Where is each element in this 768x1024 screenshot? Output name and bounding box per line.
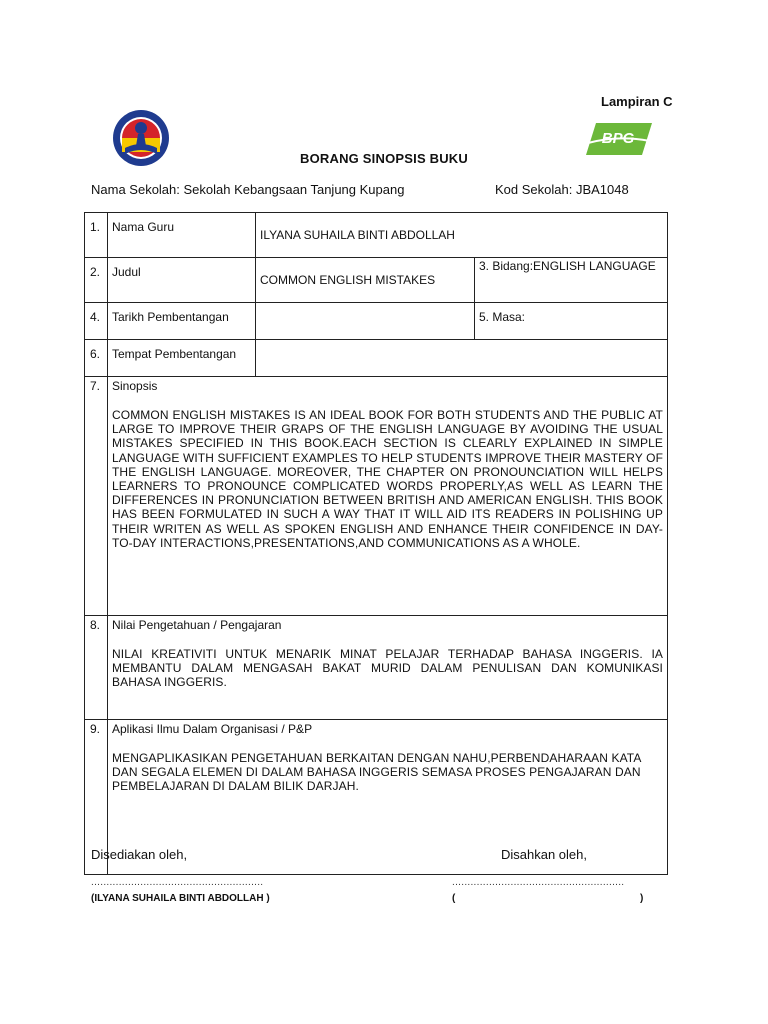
row-number: 6. [85, 340, 108, 377]
disahkan-label: Disahkan oleh, [501, 847, 587, 862]
row-number: 9. [85, 720, 108, 875]
approver-name-close: ) [640, 893, 644, 904]
preparer-name: (ILYANA SUHAILA BINTI ABDOLLAH ) [91, 893, 270, 904]
label-tarikh: Tarikh Pembentangan [108, 303, 256, 340]
sinopsis-cell [108, 377, 668, 616]
nama-sekolah: Nama Sekolah: Sekolah Kebangsaan Tanjung Kupang [91, 182, 405, 197]
nilai-cell [108, 616, 668, 720]
sinopsis-text: COMMON ENGLISH MISTAKES IS AN IDEAL BOOK FOR BOTH STUDENTS AND THE PUBLIC AT LARGE TO IMPROVE THEIR GRAPS OF THE ENGLISH LANGUAGE BY AVOIDING THE USUAL MISTAKES SPECIFIED IN THIS BOOK.EACH SECTION IS CLEARLY EXPLAINED IN SIMPLE LANGUAGE WITH SUFFICIENT EXAMPLES TO HELP STUDENTS IMPROVE THEIR MASTERY OF THE ENGLISH LANGUAGE. MOREOVER, THE CHAPTER ON PRONOUNCIATION WILL HELPS LEARNERS TO PRONOUNCE COMPLICATED WORDS PROPERLY,AS WELL AS LEARN THE DIFFERENCES IN PRONUNCIATION BETWEEN BRITISH AND AMERICAN ENGLISH. THIS BOOK HAS BEEN FORMULATED IN SUCH A WAY THAT IT WILL AID ITS READERS IN POLISHING UP THEIR WRITEN AS WELL AS SPOKEN ENGLISH AND ENHANCE THEIR CONFIDENCE IN DAY-TO-DAY INTERACTIONS,PRESENTATIONS,AND COMMUNICATIONS AS A WHOLE. [112, 408, 663, 550]
label-aplikasi: Aplikasi Ilmu Dalam Organisasi / P&P [112, 722, 313, 736]
label-judul: Judul [108, 258, 256, 303]
form-row-tarikh [85, 303, 668, 340]
label-tempat: Tempat Pembentangan [108, 340, 256, 377]
approver-name-open: ( [452, 893, 456, 904]
disediakan-label: Disediakan oleh, [91, 847, 188, 862]
nilai-text: NILAI KREATIVITI UNTUK MENARIK MINAT PELAJAR TERHADAP BAHASA INGGERIS. IA MEMBANTU DALAM MENGASAH BAKAT MURID DALAM PENULISAN DAN KOMUNIKASI BAHASA INGGERIS. [112, 647, 663, 690]
synopsis-form-table [84, 212, 668, 875]
form-row-tempat [85, 340, 668, 377]
signature-line-left: ........................................................ [91, 877, 264, 888]
value-tempat [256, 340, 668, 377]
form-row-nama-guru [85, 213, 668, 258]
value-bidang: 3. Bidang:ENGLISH LANGUAGE [475, 258, 668, 303]
row-number: 4. [85, 303, 108, 340]
row-number: 8. [85, 616, 108, 720]
lampiran-label: Lampiran C [601, 94, 673, 109]
form-row-nilai [85, 616, 668, 720]
row-number: 1. [85, 213, 108, 258]
label-nilai: Nilai Pengetahuan / Pengajaran [112, 618, 282, 632]
label-nama-guru: Nama Guru [108, 213, 256, 258]
bpg-logo-text: BPG [601, 130, 635, 147]
kod-sekolah: Kod Sekolah: JBA1048 [495, 182, 629, 197]
form-row-judul [85, 258, 668, 303]
aplikasi-text: MENGAPLIKASIKAN PENGETAHUAN BERKAITAN DENGAN NAHU,PERBENDAHARAAN KATA DAN SEGALA ELEMEN DI DALAM BAHASA INGGERIS SEMASA PROSES PENGAJARAN DAN PEMBELAJARAN DI DALAM BILIK DARJAH. [112, 751, 641, 794]
signature-line-right: ........................................................ [452, 877, 625, 888]
label-masa: 5. Masa: [475, 303, 668, 340]
value-nama-guru: ILYANA SUHAILA BINTI ABDOLLAH [256, 213, 668, 258]
form-title: BORANG SINOPSIS BUKU [300, 151, 468, 166]
form-row-sinopsis [85, 377, 668, 616]
label-sinopsis: Sinopsis [112, 379, 158, 393]
value-judul: COMMON ENGLISH MISTAKES [256, 258, 475, 303]
row-number: 7. [85, 377, 108, 616]
row-number: 2. [85, 258, 108, 303]
value-tarikh [256, 303, 475, 340]
